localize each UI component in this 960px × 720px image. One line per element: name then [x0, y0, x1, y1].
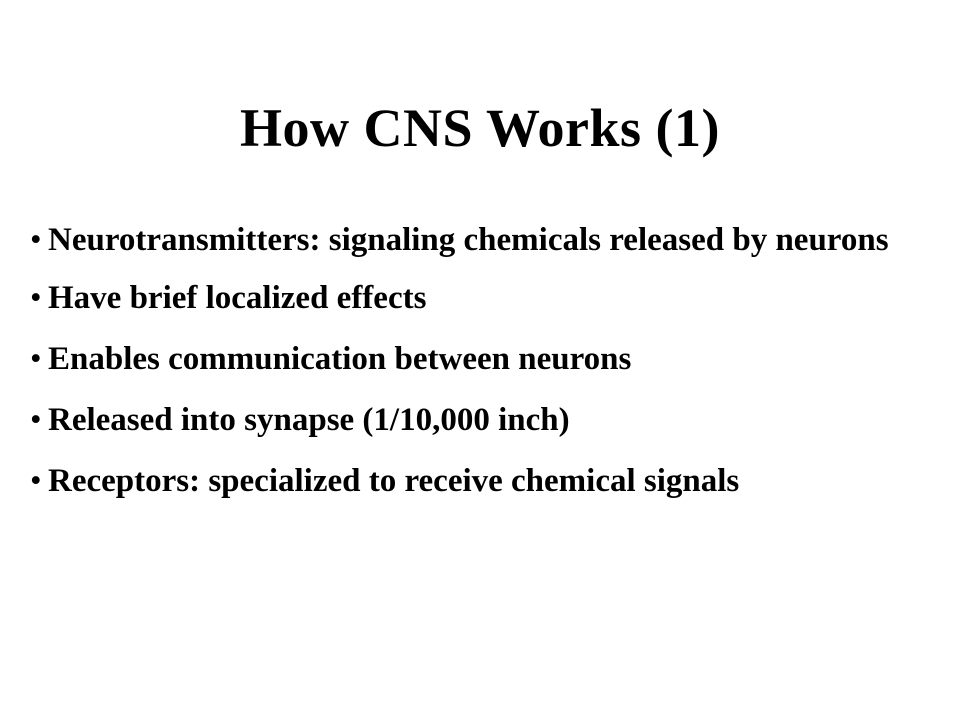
slide-title: How CNS Works (1)	[239, 98, 721, 158]
bullet-item	[30, 337, 945, 381]
bullet-item	[30, 218, 945, 262]
bullet-dot-icon: •	[30, 222, 42, 258]
bullet-list	[30, 218, 945, 520]
bullet-dot-icon: •	[30, 463, 42, 499]
bullet-text: Have brief localized effects	[48, 280, 427, 316]
bullet-dot-icon: •	[30, 341, 42, 377]
bullet-item	[30, 459, 945, 503]
bullet-text: Enables communication between neurons	[48, 341, 632, 377]
bullet-item	[30, 276, 945, 320]
bullet-dot-icon: •	[30, 402, 42, 438]
bullet-item	[30, 398, 945, 442]
bullet-text: Neurotransmitters: signaling chemicals released by neurons	[48, 222, 889, 258]
bullet-text: Released into synapse (1/10,000 inch)	[48, 402, 570, 438]
bullet-text: Receptors: specialized to receive chemical signals	[48, 463, 740, 499]
bullet-dot-icon: •	[30, 280, 42, 316]
